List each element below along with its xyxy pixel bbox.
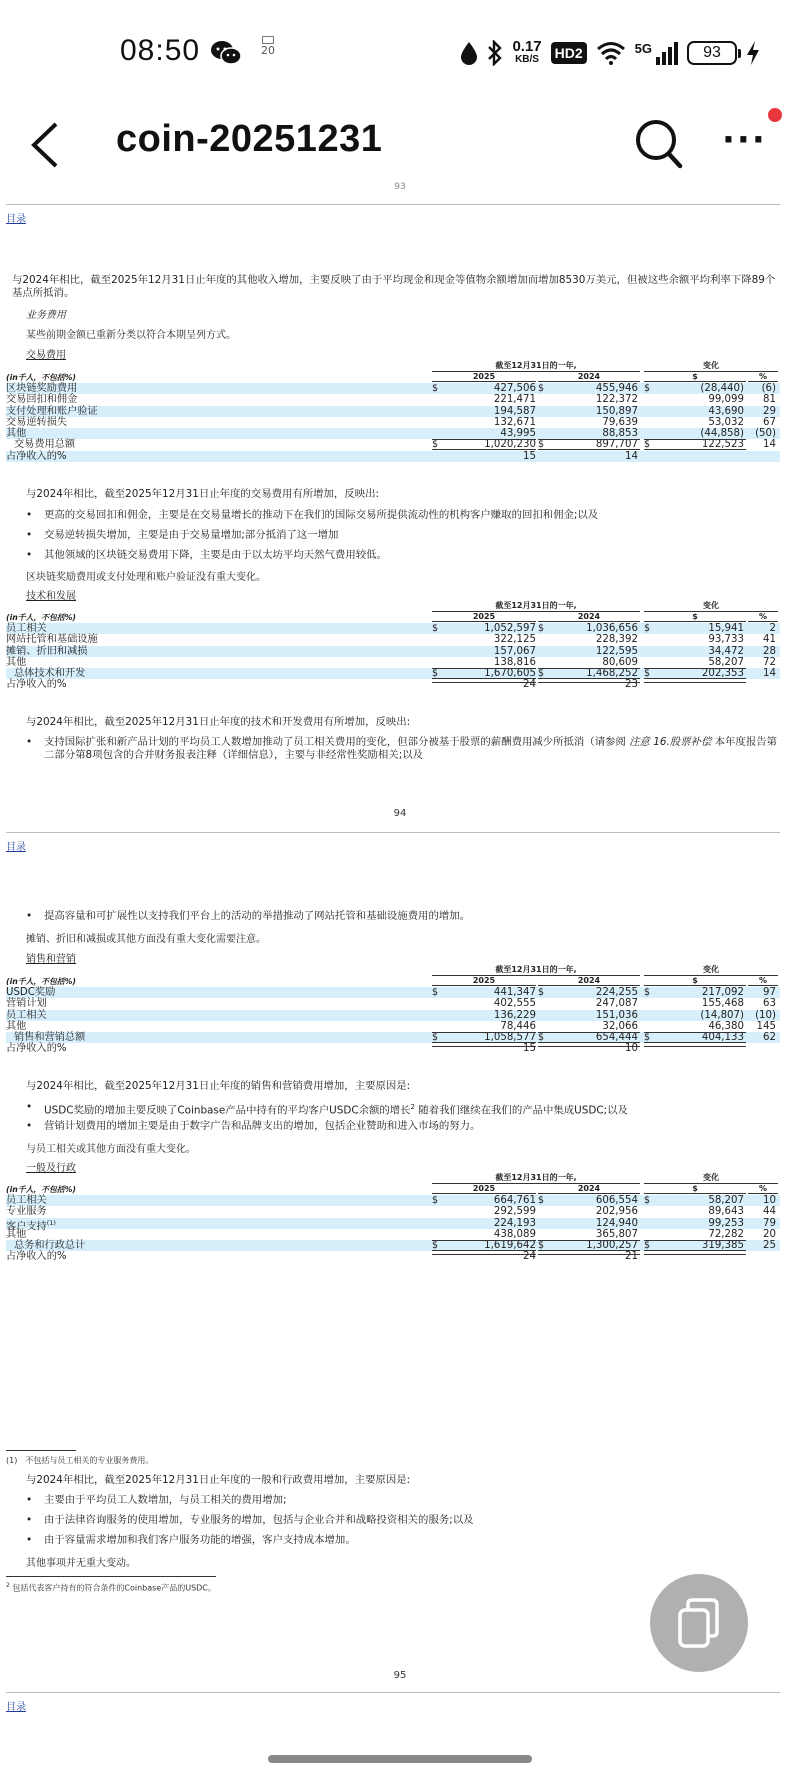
table-total-row: 销售和营销总额 $ 1,058,577 $ 654,444 $ 404,133 62 bbox=[6, 1032, 780, 1043]
list-item: • 更高的交易回扣和佣金，主要是在交易量增长的推动下在我们的国际交易所提供流动性的机构客户赚取的回扣和佣金;以及 bbox=[26, 509, 782, 522]
table-row: 其他 78,446 32,066 46,380 145 bbox=[6, 1020, 776, 1032]
list-item: • 交易逆转损失增加，主要是由于交易量增加;部分抵消了这一增加 bbox=[26, 529, 782, 542]
app-bar bbox=[0, 100, 800, 186]
table-total-row: 总务和行政总计 $ 1,619,642 $ 1,300,257 $ 319,385 25 bbox=[6, 1240, 780, 1251]
table-row: 区块链奖励费用 $ 427,506 $ 455,946 $ (28,440) (6) bbox=[6, 383, 780, 394]
document-title: coin-20251231 bbox=[116, 118, 383, 160]
table-row: 交易逆转损失 132,671 79,639 53,032 67 bbox=[6, 416, 776, 428]
footnote-divider bbox=[6, 1576, 216, 1577]
table-row: 员工相关 $ 1,052,597 $ 1,036,656 $ 15,941 2 bbox=[6, 623, 780, 634]
bluetooth-icon bbox=[487, 40, 503, 66]
network-speed: 0.17 KB/S bbox=[512, 38, 542, 65]
page-divider bbox=[6, 832, 780, 833]
clock: 08:50 bbox=[120, 34, 201, 67]
general-admin-heading: 一般及行政 bbox=[26, 1163, 76, 1174]
table-pct-row: 占净收入的% 15 14 bbox=[6, 451, 780, 462]
tech-dev-table: 截至12月31日的一年, 变化 (in千人，不包括%) 2025 2024 $ % 员工相关 $ 1,052,597 $ 1,036,656 $ 15,941 2 网站托管和基础设施 322,125 228,392 93,733 41 摊销、折旧和减损 157,067 122,595 34,472 28 其他 138,816 80,609 58,207 72 总体技术和开发 $ 1,670,605 $ 1,468,252 $ 202,353 14 占净收入的% 24 23 bbox=[6, 600, 780, 691]
table-row: 其他 438,089 365,807 72,282 20 bbox=[6, 1228, 776, 1240]
list-item: • 支持国际扩张和新产品计划的平均员工人数增加推动了员工相关费用的变化，但部分被基于股票的薪酬费用减少所抵消（请参阅 注意 16.股票补偿 本年度报告第二部分第8项包含的合并财务报表注释（详细信息），主要与非经常性奖励相关;以及 bbox=[26, 736, 782, 762]
table-row: 交易回扣和佣金 221,471 122,372 99,099 81 bbox=[6, 394, 776, 406]
table-row: 其他 138,816 80,609 58,207 72 bbox=[6, 656, 776, 668]
table-row: USDC奖励 $ 441,347 $ 224,255 $ 217,092 97 bbox=[6, 987, 780, 998]
list-item: • 由于容量需求增加和我们客户服务功能的增强，客户支持成本增加。 bbox=[26, 1534, 782, 1547]
battery-indicator: 93 bbox=[687, 41, 737, 65]
wechat-icon bbox=[210, 40, 242, 66]
table-row: 客户支持$^{(1)}$ 224,193 124,940 99,253 79 bbox=[6, 1218, 780, 1229]
table-pct-row: 占净收入的% 15 10 bbox=[6, 1043, 638, 1055]
status-bar bbox=[0, 0, 800, 100]
footnote: (1) 不包括与员工相关的专业服务费用。 bbox=[6, 1456, 154, 1465]
notification-badge: 20 bbox=[258, 36, 278, 57]
toc-link[interactable]: 目录 bbox=[6, 1702, 26, 1713]
page-divider bbox=[6, 1692, 780, 1693]
table-pct-row: 占净收入的% 24 21 bbox=[6, 1251, 638, 1263]
other-income-paragraph: 与2024年相比，截至2025年12月31日止年度的其他收入增加，主要反映了由于平均现金和现金等值物余额增加而增加8530万美元，但被这些余额平均利率下降89个基点所抵消。 bbox=[12, 274, 776, 299]
charging-icon bbox=[746, 41, 760, 65]
toc-link[interactable]: 目录 bbox=[6, 842, 26, 853]
wifi-icon bbox=[596, 41, 626, 65]
page-number: 95 bbox=[393, 1670, 407, 1681]
table-row: 员工相关 $ 664,761 $ 606,554 $ 58,207 10 bbox=[6, 1195, 780, 1206]
footnote-divider bbox=[6, 1450, 76, 1451]
list-item: • 其他领域的区块链交易费用下降，主要是由于以太坊平均天然气费用较低。 bbox=[26, 549, 782, 562]
notification-dot bbox=[768, 108, 782, 122]
table-row: 专业服务 292,599 202,956 89,643 44 bbox=[6, 1206, 776, 1218]
sales-marketing-intro: 与2024年相比，截至2025年12月31日止年度的销售和营销费用增加，主要原因是: bbox=[26, 1080, 411, 1092]
reclassification-note: 某些前期金额已重新分类以符合本期呈列方式。 bbox=[26, 330, 236, 341]
page-number-prev: 93 bbox=[394, 182, 406, 192]
signal-5g: 5G bbox=[635, 42, 678, 65]
list-item: • 主要由于平均员工人数增加，与员工相关的费用增加; bbox=[26, 1494, 782, 1507]
table-row: 摊销、折旧和减损 157,067 122,595 34,472 28 bbox=[6, 646, 780, 657]
table-total-row: 总体技术和开发 $ 1,670,605 $ 1,468,252 $ 202,353 14 bbox=[6, 668, 780, 679]
hd-badge: HD2 bbox=[551, 42, 587, 64]
table-pct-row: 占净收入的% 24 23 bbox=[6, 679, 638, 691]
table-row: 营销计划 402,555 247,087 155,468 63 bbox=[6, 998, 776, 1010]
list-item: • USDC奖励的增加主要反映了Coinbase产品中持有的平均客户USDC余额的增长$^2$ 随着我们继续在我们的产品中集成USDC;以及 bbox=[26, 1101, 782, 1117]
notification-icon bbox=[262, 36, 274, 44]
list-item: • 营销计划费用的增加主要是由于数字广告和品牌支出的增加，包括企业赞助和进入市场的努力。 bbox=[26, 1120, 782, 1133]
table-row: 员工相关 136,229 151,036 (14,807) (10) bbox=[6, 1010, 780, 1021]
more-options-icon[interactable]: ··· bbox=[722, 120, 767, 160]
transaction-expense-heading: 交易费用 bbox=[26, 350, 66, 361]
footnote: $^2$ 包括代表客户持有的符合条件的Coinbase产品的USDC。 bbox=[6, 1582, 216, 1593]
period-header: 截至12月31日的一年, bbox=[432, 360, 640, 372]
table-row: 网站托管和基础设施 322,125 228,392 93,733 41 bbox=[6, 634, 776, 646]
transaction-expense-table: 截至12月31日的一年, 变化 (in千人，不包括%) 2025 2024 $ % 区块链奖励费用 $ 427,506 $ 455,946 $ (28,440) (6) 交易回扣和佣金 221,471 122,372 99,099 81 支付处理和账户验证 194,587 150,897 43,690 29 交易逆转损失 132,671 79,639 53,032 67 其他 43,995 88,853 (44,858) (50) 交易费用总额 $ 1,020,230 $ 897,707 $ 122,523 14 占净收入的% 15 14 bbox=[6, 360, 780, 462]
sales-marketing-table: 截至12月31日的一年, 变化 (in千人，不包括%) 2025 2024 $ % USDC奖励 $ 441,347 $ 224,255 $ 217,092 97 营销计划 402,555 247,087 155,468 63 员工相关 136,229 151,036 (14,807) (10) 其他 78,446 32,066 46,380 145 销售和营销总额 $ 1,058,577 $ 654,444 $ 404,133 62 占净收入的% 15 10 bbox=[6, 964, 780, 1055]
back-arrow-icon[interactable] bbox=[26, 120, 66, 170]
home-indicator[interactable] bbox=[268, 1755, 532, 1763]
list-item: • 提高容量和可扩展性以支持我们平台上的活动的举措推动了网站托管和基础设施费用的增加。 bbox=[26, 910, 782, 923]
table-row: 其他 43,995 88,853 (44,858) (50) bbox=[6, 428, 780, 439]
general-admin-intro: 与2024年相比，截至2025年12月31日止年度的一般和行政费用增加，主要原因是: bbox=[26, 1474, 411, 1486]
table-row: 支付处理和账户验证 194,587 150,897 43,690 29 bbox=[6, 406, 780, 417]
sales-marketing-heading: 销售和营销 bbox=[26, 954, 76, 965]
operating-expenses-heading: 业务费用 bbox=[26, 310, 66, 321]
floating-copy-button[interactable] bbox=[650, 1574, 748, 1672]
toc-link[interactable]: 目录 bbox=[6, 214, 26, 225]
copy-icon bbox=[650, 1574, 748, 1672]
general-admin-table: 截至12月31日的一年, 变化 (in千人，不包括%) 2025 2024 $ % 员工相关 $ 664,761 $ 606,554 $ 58,207 10 专业服务 292,599 202,956 89,643 44 客户支持$^{(1)}$ 224,193 124,940 99,253 79 其他 438,089 365,807 72,282 20 总务和行政总计 $ 1,619,642 $ 1,300,257 $ 319,385 25 占净收入的% 24 21 bbox=[6, 1172, 780, 1263]
change-header: 变化 bbox=[644, 360, 778, 372]
transaction-expense-intro: 与2024年相比，截至2025年12月31日止年度的交易费用有所增加，反映出: bbox=[26, 488, 379, 500]
tech-dev-heading: 技术和发展 bbox=[26, 591, 76, 602]
general-admin-note: 其他事项并无重大变动。 bbox=[26, 1558, 136, 1569]
page-number: 94 bbox=[393, 808, 407, 819]
page-divider bbox=[6, 204, 780, 205]
unit-label: (in千人，不包括%) bbox=[6, 373, 76, 382]
do-not-disturb-icon bbox=[460, 41, 478, 65]
tech-dev-intro: 与2024年相比，截至2025年12月31日止年度的技术和开发费用有所增加，反映出: bbox=[26, 716, 411, 728]
sales-marketing-note: 与员工相关或其他方面没有重大变化。 bbox=[26, 1144, 196, 1155]
transaction-expense-note: 区块链奖励费用或支付处理和账户验证没有重大变化。 bbox=[26, 572, 266, 583]
search-icon[interactable] bbox=[634, 118, 684, 170]
list-item: • 由于法律咨询服务的使用增加，专业服务的增加，包括与企业合并和战略投资相关的服务;以及 bbox=[26, 1514, 782, 1527]
table-total-row: 交易费用总额 $ 1,020,230 $ 897,707 $ 122,523 14 bbox=[6, 439, 780, 450]
amortization-note: 摊销、折旧和减损或其他方面没有重大变化需要注意。 bbox=[26, 934, 266, 945]
